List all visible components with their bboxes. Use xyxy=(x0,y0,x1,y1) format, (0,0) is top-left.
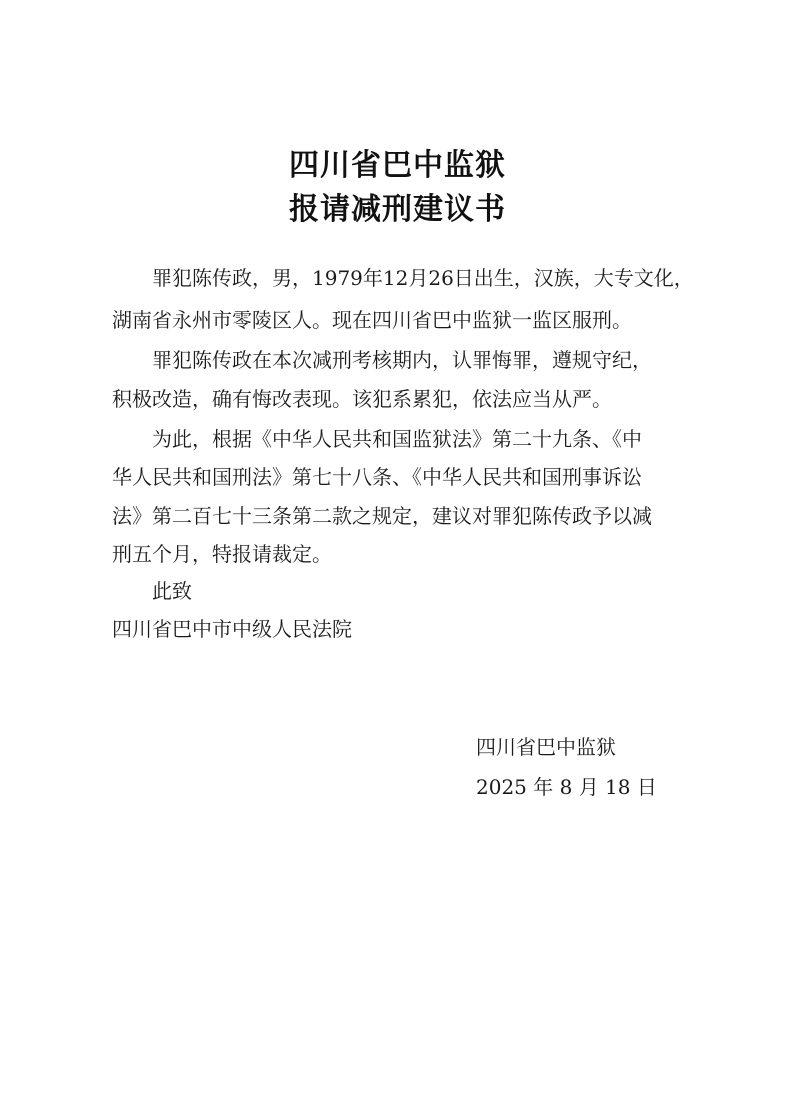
paragraph3-line1: 为此，根据《中华人民共和国监狱法》第二十九条、《中 xyxy=(152,427,642,451)
paragraph3-line3: 法》第二百七十三条第二款之规定，建议对罪犯陈传政予以减 xyxy=(112,504,652,528)
paragraph1-line2: 湖南省永州市零陵区人。现在四川省巴中监狱一监区服刑。 xyxy=(112,308,632,332)
paragraph2-line2: 积极改造，确有悔改表现。该犯系累犯，依法应当从严。 xyxy=(112,387,612,411)
document-title-line2: 报请减刑建议书 xyxy=(289,192,506,227)
salutation: 此致 xyxy=(152,579,192,603)
signature-org: 四川省巴中监狱 xyxy=(476,735,616,759)
paragraph3-line4: 刑五个月，特报请裁定。 xyxy=(112,542,332,566)
document-title-line1: 四川省巴中监狱 xyxy=(289,148,506,183)
paragraph3-line2: 华人民共和国刑法》第七十八条、《中华人民共和国刑事诉讼 xyxy=(112,465,642,489)
paragraph1-line1: 罪犯陈传政，男，1979年12月26日出生，汉族，大专文化， xyxy=(152,266,694,290)
paragraph2-line1: 罪犯陈传政在本次减刑考核期内，认罪悔罪，遵规守纪， xyxy=(152,348,652,372)
recipient: 四川省巴中市中级人民法院 xyxy=(112,617,352,641)
signature-date: 2025 年 8 月 18 日 xyxy=(476,775,657,799)
